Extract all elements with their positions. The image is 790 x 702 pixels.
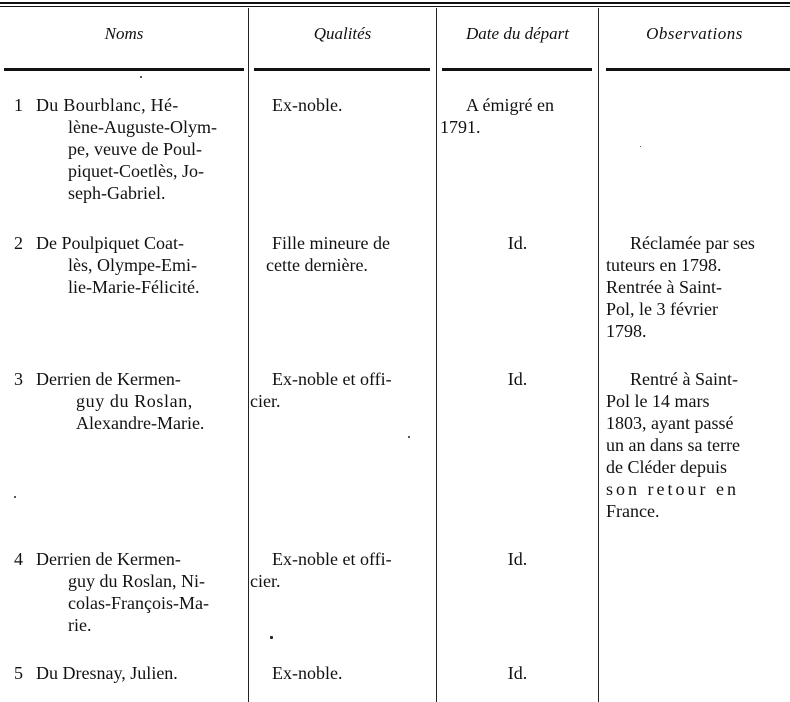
scan-speck — [140, 76, 142, 78]
noms-line: Derrien de Kermen- — [36, 369, 181, 389]
header-noms: Noms — [104, 24, 144, 43]
date-line: 1791. — [440, 117, 481, 137]
row-number: 3 — [14, 369, 23, 389]
column-separator — [436, 8, 437, 702]
date-line: Id. — [507, 233, 528, 253]
noms-line: lès, Olympe-Emi- — [68, 255, 197, 275]
column-separator — [598, 8, 599, 702]
observations-line: 1798. — [606, 321, 647, 341]
date-line: A émigré en — [466, 95, 554, 115]
noms-line: Du Bourblanc, Hé- — [36, 95, 179, 115]
scan-speck — [408, 436, 410, 438]
qualites-line: cier. — [250, 391, 281, 411]
observations-line: un an dans sa terre — [606, 435, 740, 455]
qualites-line: Fille mineure de — [272, 233, 390, 253]
header-underline — [4, 68, 244, 71]
noms-line: Alexandre-Marie. — [76, 413, 205, 433]
noms-line: rie. — [68, 615, 92, 635]
noms-line: seph-Gabriel. — [68, 183, 166, 203]
row-number: 5 — [14, 663, 23, 683]
scan-speck — [14, 496, 16, 498]
top-rule-thin — [0, 6, 790, 7]
qualites-line: Ex-noble. — [272, 95, 343, 115]
noms-line: Derrien de Kermen- — [36, 549, 181, 569]
noms-line: guy du Roslan, — [76, 391, 193, 411]
noms-line: pe, veuve de Poul- — [68, 139, 202, 159]
noms-line: De Poulpiquet Coat- — [36, 233, 184, 253]
observations-line: Pol, le 3 février — [606, 299, 718, 319]
header-underline — [442, 68, 592, 71]
date-line: Id. — [507, 549, 528, 569]
qualites-line: Ex-noble et offi- — [272, 549, 392, 569]
noms-line: colas-François-Ma- — [68, 593, 209, 613]
observations-line: Rentrée à Saint- — [606, 277, 722, 297]
header-underline — [606, 68, 790, 71]
scan-speck — [270, 636, 273, 639]
row-number: 2 — [14, 233, 23, 253]
qualites-line: cette dernière. — [266, 255, 368, 275]
header-date-depart: Date du départ — [466, 24, 569, 43]
row-number: 1 — [14, 95, 23, 115]
header-underline — [254, 68, 430, 71]
qualites-line: Ex-noble. — [272, 663, 343, 683]
date-line: Id. — [507, 663, 528, 683]
noms-line: lie-Marie-Félicité. — [68, 277, 200, 297]
date-line: Id. — [507, 369, 528, 389]
noms-line: lène-Auguste-Olym- — [68, 117, 217, 137]
scan-speck — [640, 146, 641, 147]
observations-line: Réclamée par ses — [630, 233, 755, 253]
qualites-line: Ex-noble et offi- — [272, 369, 392, 389]
header-observations: Observations — [646, 24, 743, 43]
header-qualites: Qualités — [313, 24, 372, 43]
row-number: 4 — [14, 549, 23, 569]
observations-line: de Cléder depuis — [606, 457, 727, 477]
observations-line: Pol le 14 mars — [606, 391, 710, 411]
qualites-line: cier. — [250, 571, 281, 591]
observations-line: tuteurs en 1798. — [606, 255, 722, 275]
top-rule — [0, 2, 790, 4]
column-separator — [248, 8, 249, 702]
observations-line: 1803, ayant passé — [606, 413, 734, 433]
noms-line: Du Dresnay, Julien. — [36, 663, 178, 683]
observations-line: son retour en — [606, 479, 739, 499]
observations-line: Rentré à Saint- — [630, 369, 738, 389]
observations-line: France. — [606, 501, 660, 521]
noms-line: piquet-Coetlès, Jo- — [68, 161, 204, 181]
noms-line: guy du Roslan, Ni- — [68, 571, 205, 591]
